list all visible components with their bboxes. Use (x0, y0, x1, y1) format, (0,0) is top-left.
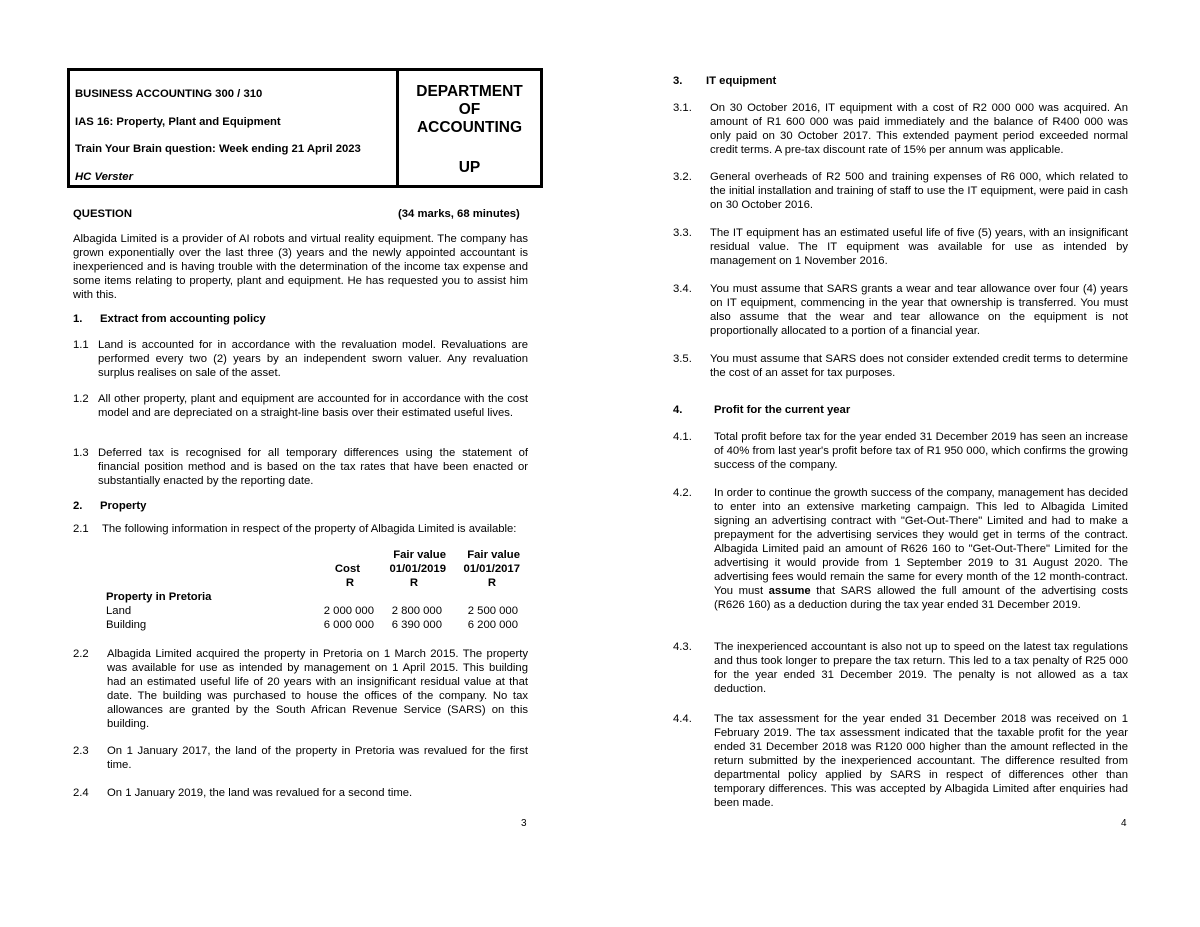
para-2-1-number: 2.1 (73, 523, 89, 535)
para-4-1-number: 4.1. (673, 431, 692, 443)
para-1-1: Land is accounted for in accordance with the revaluation model. Revaluations are performed every two (2) years by an independent sworn valuer. Any revaluation surplus realises on sale of the asset. (98, 339, 528, 379)
topic-title: IAS 16: Property, Plant and Equipment (75, 116, 281, 128)
para-2-2: Albagida Limited acquired the property in Pretoria on 1 March 2015. The property was available for use as intended by management on 1 April 2015. This building had an estimated useful life of 20 years with an insignificant residual value at that date. The building was purchased to house the offices of the company. No tax allowances are granted by the South African Revenue Service (SARS) on this building. (107, 648, 528, 730)
section-3-number: 3. (673, 75, 683, 87)
para-2-3-number: 2.3 (73, 745, 89, 757)
para-2-1: The following information in respect of the property of Albagida Limited is available: (102, 523, 517, 535)
col-cost-header-2: Cost (334, 563, 360, 575)
para-2-3: On 1 January 2017, the land of the property in Pretoria was revalued for the first time. (107, 745, 528, 771)
para-4-1: Total profit before tax for the year ended 31 December 2019 has seen an increase of 40% from last year's profit before tax of R1 950 000, which confirms the growing success of the company. (714, 431, 1128, 471)
para-4-4-number: 4.4. (673, 713, 692, 725)
para-3-5-number: 3.5. (673, 353, 692, 365)
section-1-title: Extract from accounting policy (100, 313, 266, 325)
para-3-4: You must assume that SARS grants a wear and tear allowance over four (4) years on IT equipment, commencing in the year that ownership is transferred. You must also assume that the wear and tear allowance on the equipment is not proportionally allocated to a portion of a financial year. (710, 283, 1128, 337)
section-2-title: Property (100, 500, 147, 512)
right-page (600, 0, 1200, 927)
section-2-number: 2. (73, 500, 83, 512)
col-cost-header-3: R (345, 577, 354, 589)
para-1-2: All other property, plant and equipment are accounted for in accordance with the cost model and are depreciated on a straight-line basis over their estimated useful lives. (98, 393, 528, 419)
question-label: QUESTION (73, 208, 132, 220)
para-2-4-number: 2.4 (73, 787, 89, 799)
university-abbrev: UP (458, 159, 481, 176)
para-2-2-number: 2.2 (73, 648, 89, 660)
col-fv2017-header-1: Fair value (467, 549, 520, 561)
col-fv2019-header-1: Fair value (393, 549, 446, 561)
para-4-2-emphasis: assume (768, 585, 811, 597)
table-cell-fv2019: 6 390 000 (391, 619, 442, 631)
para-1-3-number: 1.3 (73, 447, 89, 459)
department-line-2: OF (458, 101, 481, 118)
page-number-left: 3 (521, 818, 527, 829)
para-3-3-number: 3.3. (673, 227, 692, 239)
course-title: BUSINESS ACCOUNTING 300 / 310 (75, 88, 263, 100)
para-4-2-number: 4.2. (673, 487, 692, 499)
para-4-3: The inexperienced accountant is also not up to speed on the latest tax regulations and thus took longer to prepare the tax return. This led to a tax penalty of R25 000 for the year ended 31 December 2019. The penalty is not allowed as a tax deduction. (714, 641, 1128, 695)
table-group-label: Property in Pretoria (106, 591, 212, 603)
para-1-1-number: 1.1 (73, 339, 89, 351)
table-cell-fv2017: 2 500 000 (467, 605, 518, 617)
department-block (399, 71, 540, 185)
table-cell-cost: 2 000 000 (323, 605, 374, 617)
para-3-2-number: 3.2. (673, 171, 692, 183)
para-4-2 (714, 486, 1128, 612)
intro-paragraph: Albagida Limited is a provider of AI robots and virtual reality equipment. The company has grown exponentially over the last three (3) years and the newly appointed accountant is inexperienced and is having trouble with the determination of the income tax expense and some items relating to property, plant and equipment. He has requested you to assist him with this. (73, 233, 528, 301)
question-title: Train Your Brain question: Week ending 21 April 2023 (75, 143, 361, 155)
para-1-2-number: 1.2 (73, 393, 89, 405)
section-3-title: IT equipment (706, 75, 777, 87)
para-2-4: On 1 January 2019, the land was revalued for a second time. (107, 787, 413, 799)
para-3-2: General overheads of R2 500 and training expenses of R6 000, which related to the initial installation and training of staff to use the IT equipment, were paid in cash on 30 October 2016. (710, 171, 1128, 211)
header-box (67, 68, 543, 188)
section-4-number: 4. (673, 404, 683, 416)
para-4-3-number: 4.3. (673, 641, 692, 653)
para-1-3: Deferred tax is recognised for all temporary differences using the statement of financial position method and is based on the tax rates that have been enacted or substantially enacted by the reporting date. (98, 447, 528, 487)
section-4-title: Profit for the current year (714, 404, 851, 416)
para-3-5: You must assume that SARS does not consider extended credit terms to determine the cost of an asset for tax purposes. (710, 353, 1128, 379)
department-line-1: DEPARTMENT (416, 83, 523, 100)
col-fv2019-header-2: 01/01/2019 (389, 563, 446, 575)
para-4-2-text-a: In order to continue the growth success of the company, management has decided to enter into an extensive marketing campaign. This led to Albagida Limited signing an advertising contract with "Get-Out-There" Limited and had to make a prepayment for the advertising services they would get in terms of the contract. Albagida Limited paid an amount of R626 160 to "Get-Out-There" Limited for the advertising it would provide from 1 September 2019 to 31 August 2020. The advertising fees would remain the same for every month of the 12 month-contract. You must (714, 487, 1128, 597)
col-fv2019-header-3: R (409, 577, 418, 589)
table-row-label: Land (106, 605, 132, 617)
para-4-2-text-b: that SARS allowed the full amount of the advertising costs (R626 160) as a deduction during the tax year ended 31 December 2019. (714, 585, 1128, 611)
section-1-number: 1. (73, 313, 83, 325)
para-3-1-number: 3.1. (673, 102, 692, 114)
table-row-label: Building (106, 619, 147, 631)
para-3-4-number: 3.4. (673, 283, 692, 295)
header-info (70, 71, 399, 185)
col-fv2017-header-2: 01/01/2017 (463, 563, 520, 575)
author-name: HC Verster (75, 171, 133, 183)
para-3-3: The IT equipment has an estimated useful life of five (5) years, with an insignificant residual value. The IT equipment was available for use as intended by management on 1 November 2016. (710, 227, 1128, 267)
table-cell-fv2019: 2 800 000 (391, 605, 442, 617)
table-cell-cost: 6 000 000 (323, 619, 374, 631)
col-fv2017-header-3: R (487, 577, 496, 589)
page-number-right: 4 (1121, 818, 1127, 829)
table-cell-fv2017: 6 200 000 (467, 619, 518, 631)
marks-label: (34 marks, 68 minutes) (398, 208, 520, 220)
department-line-3: ACCOUNTING (416, 119, 523, 136)
para-4-4: The tax assessment for the year ended 31 December 2018 was received on 1 February 2019. The tax assessment indicated that the taxable profit for the year ended 31 December 2018 was R120 000 higher than the amount reflected in the return submitted by the inexperienced accountant. The difference resulted from departmental policy applied by SARS in respect of differences other than temporary differences. This was accepted by Albagida Limited after enquiries had been made. (714, 713, 1128, 809)
para-3-1: On 30 October 2016, IT equipment with a cost of R2 000 000 was acquired. An amount of R1 600 000 was paid immediately and the balance of R400 000 was only paid on 30 October 2017. This extended payment period exceeded normal credit terms. A pre-tax discount rate of 15% per annum was applicable. (710, 102, 1128, 156)
